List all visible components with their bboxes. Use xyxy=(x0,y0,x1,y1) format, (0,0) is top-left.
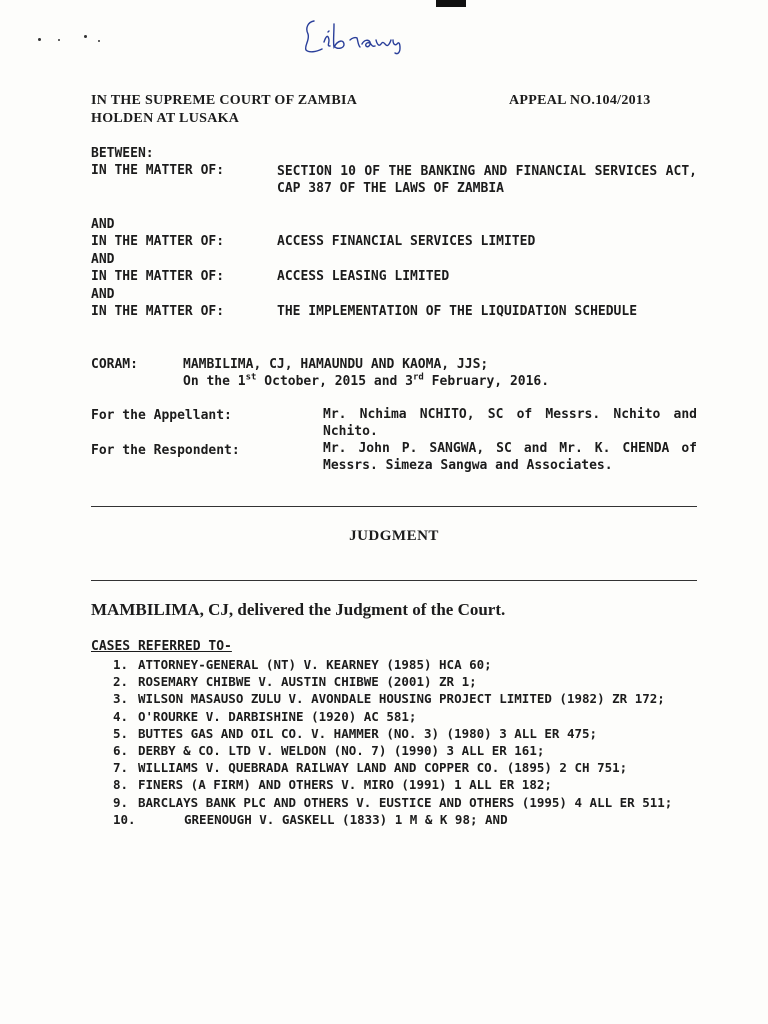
cases-heading: CASES REFERRED TO- xyxy=(91,639,232,654)
cases-list xyxy=(91,656,697,828)
list-item: 7. WILLIAMS V. QUEBRADA RAILWAY LAND AND COPPER CO. (1895) 2 CH 751; xyxy=(113,760,628,776)
handwritten-library-note xyxy=(300,14,412,56)
matter-label: IN THE MATTER OF: xyxy=(91,304,225,319)
coram-dates: On the 1st October, 2015 and 3rd February, 2016. xyxy=(183,372,550,389)
list-item: 6. DERBY & CO. LTD V. WELDON (NO. 7) (1990) 3 ALL ER 161; xyxy=(113,743,545,759)
scan-dot xyxy=(98,40,100,42)
between-label: BETWEEN: xyxy=(91,146,154,161)
list-item: 3. WILSON MASAUSO ZULU V. AVONDALE HOUSING PROJECT LIMITED (1982) ZR 172; xyxy=(113,691,665,707)
court-name: IN THE SUPREME COURT OF ZAMBIA xyxy=(91,93,358,108)
scan-dot xyxy=(84,35,87,38)
judgment-title: JUDGMENT xyxy=(349,528,439,544)
respondent-counsel: Mr. John P. SANGWA, SC and Mr. K. CHENDA of Messrs. Simeza Sangwa and Associates. xyxy=(323,441,697,473)
appeal-number: APPEAL NO.104/2013 xyxy=(509,93,651,108)
and-label: AND xyxy=(91,252,115,267)
matter-label: IN THE MATTER OF: xyxy=(91,234,225,249)
and-label: AND xyxy=(91,287,115,302)
list-item: 4. O'ROURKE V. DARBISHINE (1920) AC 581; xyxy=(113,708,417,724)
matter-text: ACCESS FINANCIAL SERVICES LIMITED xyxy=(277,234,536,249)
and-label: AND xyxy=(91,217,115,232)
handwritten-library-text: Library xyxy=(300,14,304,15)
scan-mark xyxy=(436,0,466,7)
matter-text: SECTION 10 OF THE BANKING AND FINANCIAL SERVICES ACT, CAP 387 OF THE LAWS OF ZAMBIA xyxy=(277,164,697,196)
matter-label: IN THE MATTER OF: xyxy=(91,269,225,284)
appellant-label: For the Appellant: xyxy=(91,408,232,423)
matter-text: THE IMPLEMENTATION OF THE LIQUIDATION SCHEDULE xyxy=(277,304,638,319)
court-location: HOLDEN AT LUSAKA xyxy=(91,111,240,126)
matter-label: IN THE MATTER OF: xyxy=(91,163,225,178)
divider-bottom xyxy=(91,580,697,581)
divider-top xyxy=(91,506,697,507)
coram-judges: MAMBILIMA, CJ, HAMAUNDU AND KAOMA, JJS; xyxy=(183,357,489,372)
scan-dot xyxy=(38,38,41,41)
list-item: 2. ROSEMARY CHIBWE V. AUSTIN CHIBWE (2001) ZR 1; xyxy=(113,674,477,690)
list-item: 10. GREENOUGH V. GASKELL (1833) 1 M & K 98; AND xyxy=(113,811,508,827)
delivered-by: MAMBILIMA, CJ, delivered the Judgment of the Court. xyxy=(91,600,506,619)
appellant-counsel: Mr. Nchima NCHITO, SC of Messrs. Nchito and Nchito. xyxy=(323,407,697,439)
list-item: 9. BARCLAYS BANK PLC AND OTHERS V. EUSTICE AND OTHERS (1995) 4 ALL ER 511; xyxy=(113,794,673,810)
list-item: 1. ATTORNEY-GENERAL (NT) V. KEARNEY (1985) HCA 60; xyxy=(113,657,492,672)
scan-dot xyxy=(58,39,60,41)
respondent-label: For the Respondent: xyxy=(91,443,240,458)
matter-text: ACCESS LEASING LIMITED xyxy=(277,269,450,284)
list-item: 8. FINERS (A FIRM) AND OTHERS V. MIRO (1991) 1 ALL ER 182; xyxy=(113,777,552,793)
coram-label: CORAM: xyxy=(91,357,138,372)
list-item: 5. BUTTES GAS AND OIL CO. V. HAMMER (NO. 3) (1980) 3 ALL ER 475; xyxy=(113,725,598,741)
